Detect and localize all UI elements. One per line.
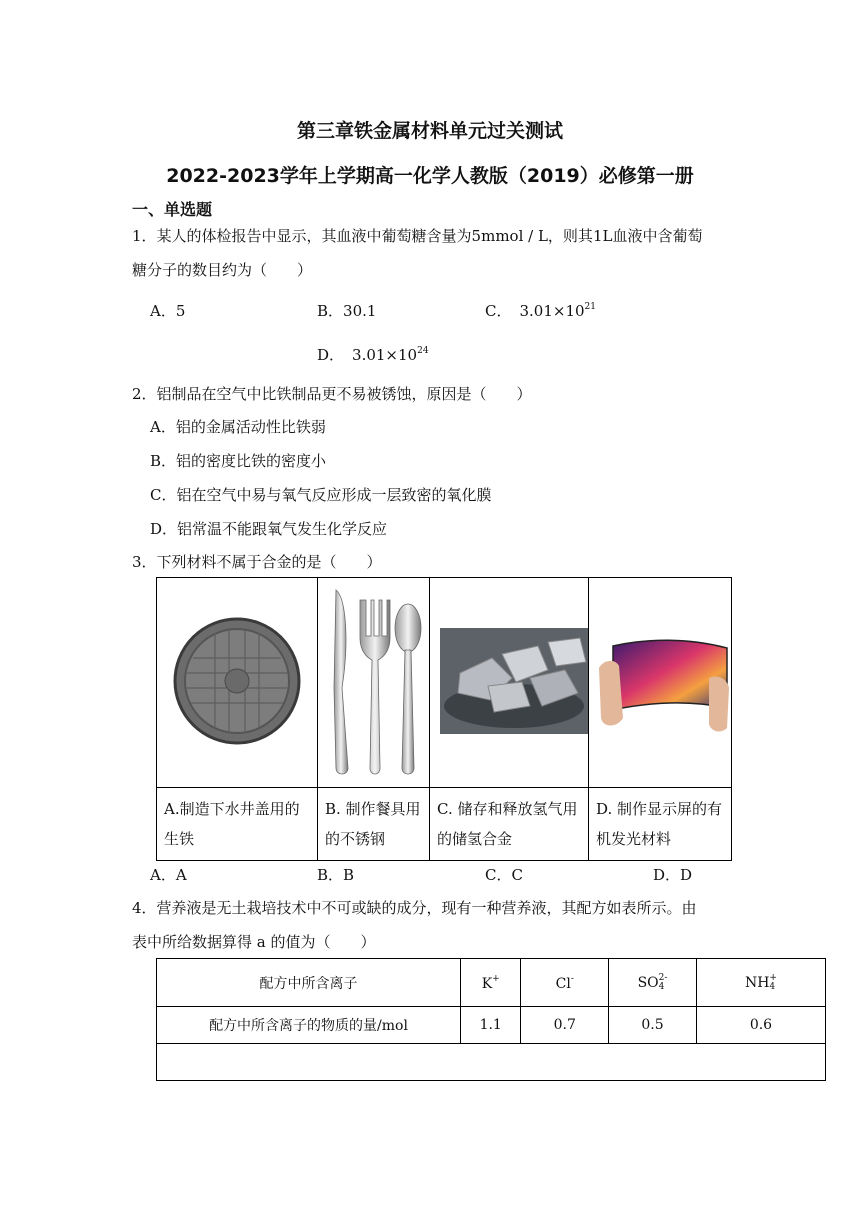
- q1-volume: 1L: [592, 227, 613, 245]
- q2-option-d: D．铝常温不能跟氧气发生化学反应: [150, 520, 388, 538]
- q3-caption-b-line2: 的不锈钢: [325, 830, 386, 848]
- q3-caption-c-line2: 的储氢合金: [437, 830, 513, 848]
- q3-caption-c: [430, 788, 589, 861]
- q4-so4-subscript: 4: [658, 981, 665, 992]
- q4-header-nh4: [696, 959, 825, 1007]
- q1-option-c-label: C．: [485, 302, 512, 320]
- q4-value-k: 1.1: [461, 1007, 521, 1044]
- section-heading: 一、单选题: [132, 200, 213, 219]
- manhole-cover-image: [157, 578, 317, 783]
- q1-unit: 5mmol / L: [471, 227, 548, 245]
- q4-value-so4: 0.5: [609, 1007, 697, 1044]
- q3-caption-a-line2: 生铁: [164, 830, 195, 848]
- q4-stem-line2: 表中所给数据算得 a 的值为（ ）: [132, 933, 376, 951]
- q2-stem: 2．铝制品在空气中比铁制品更不易被锈蚀，原因是（ ）: [132, 385, 532, 403]
- q4-row-label: 配方中所含离子的物质的量/mol: [157, 1007, 461, 1044]
- q4-header-ion: 配方中所含离子: [157, 959, 461, 1007]
- hydrogen-storage-alloy-image: [430, 578, 588, 783]
- q4-value-cl: 0.7: [521, 1007, 609, 1044]
- q3-caption-d-line1: D. 制作显示屏的有: [596, 800, 723, 818]
- q3-option-c: C．C: [485, 866, 523, 884]
- q1-option-c: [485, 300, 596, 321]
- page-subtitle: 2022-2023学年上学期高一化学人教版（2019）必修第一册: [166, 165, 694, 187]
- q3-image-cell-c: [430, 578, 589, 788]
- q1-text-c: 血液中含葡萄: [612, 227, 703, 245]
- q3-stem: 3．下列材料不属于合金的是（ ）: [132, 553, 382, 571]
- q1-option-d: [317, 344, 429, 365]
- q4-so4-charge: 2-: [658, 972, 668, 983]
- q1-option-b: B．30.1: [317, 302, 377, 320]
- q3-option-d: D．D: [653, 866, 693, 884]
- q1-stem-line2: 糖分子的数目约为（ ）: [132, 261, 313, 279]
- q1-text-b: ，则其: [547, 227, 593, 245]
- q3-caption-a-line1: A.制造下水井盖用的: [164, 800, 300, 818]
- q3-image-cell-b: [318, 578, 430, 788]
- q3-option-b: B．B: [317, 866, 355, 884]
- q3-image-cell-d: [589, 578, 732, 788]
- q4-header-so4: [609, 959, 697, 1007]
- q1-stem-line1: [132, 226, 702, 246]
- q1-option-a: A．5: [150, 302, 186, 320]
- q3-option-a: A．A: [150, 866, 187, 884]
- q2-option-c: C．铝在空气中易与氧气反应形成一层致密的氧化膜: [150, 486, 492, 504]
- q4-k-symbol: K: [481, 975, 493, 992]
- flexible-display-image: [589, 578, 731, 783]
- q3-caption-a: [157, 788, 318, 861]
- page-title: 第三章铁金属材料单元过关测试: [296, 120, 563, 142]
- q1-option-c-exp: 21: [584, 302, 596, 312]
- q2-option-b: B．铝的密度比铁的密度小: [150, 452, 327, 470]
- q4-header-k: [461, 959, 521, 1007]
- q2-option-a: A．铝的金属活动性比铁弱: [150, 418, 326, 436]
- q3-caption-c-line1: C. 储存和释放氢气用: [437, 800, 578, 818]
- q4-header-cl: [521, 959, 609, 1007]
- cutlery-image: [318, 578, 429, 783]
- q4-cl-charge: -: [570, 973, 574, 984]
- q4-ion-table: [156, 958, 826, 1081]
- q4-nh4-subscript: 4: [769, 981, 776, 992]
- q4-k-charge: +: [492, 973, 500, 984]
- q1-option-d-label: D．: [317, 346, 345, 364]
- q3-caption-b: [318, 788, 430, 861]
- q3-image-table: [156, 577, 732, 861]
- q4-value-nh4: 0.6: [696, 1007, 825, 1044]
- q4-empty-row: [157, 1044, 826, 1081]
- q4-cl-symbol: Cl: [555, 975, 571, 992]
- q1-option-c-base: 3.01×10: [519, 302, 585, 320]
- q1-option-d-base: 3.01×10: [352, 346, 418, 364]
- q4-so4-symbol: SO: [637, 974, 659, 991]
- q3-caption-d: [589, 788, 732, 861]
- q3-caption-b-line1: B. 制作餐具用: [325, 800, 421, 818]
- q4-nh4-charge: +: [769, 972, 777, 983]
- q1-option-d-exp: 24: [417, 346, 429, 356]
- q1-text-a: 1．某人的体检报告中显示，其血液中葡萄糖含量为: [132, 227, 472, 245]
- q3-image-cell-a: [157, 578, 318, 788]
- q4-stem-line1: 4．营养液是无土栽培技术中不可或缺的成分，现有一种营养液，其配方如表所示。由: [132, 899, 697, 917]
- q4-nh4-symbol: NH: [744, 974, 770, 991]
- q3-caption-d-line2: 机发光材料: [596, 830, 672, 848]
